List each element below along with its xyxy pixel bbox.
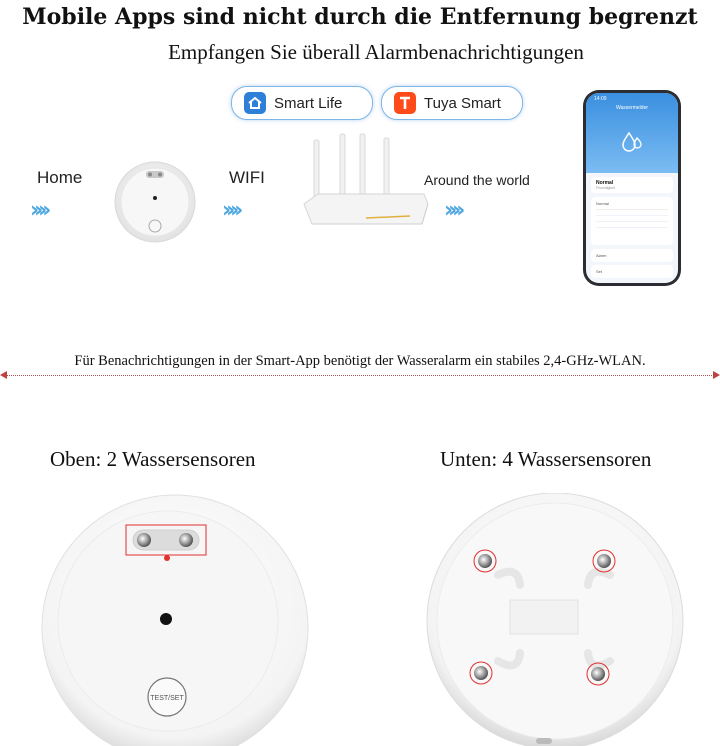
- sensor-bottom-view-image: [420, 493, 690, 746]
- app-header-area: [586, 93, 678, 173]
- arrow-chevrons-icon: ››››: [222, 198, 239, 223]
- sensor-top-view-image: [40, 493, 310, 746]
- smart-life-badge: [231, 86, 373, 120]
- status-card: [591, 177, 673, 193]
- history-item: Normal: [596, 201, 609, 206]
- tuya-t-icon: [394, 92, 416, 114]
- status-title: Normal: [596, 180, 614, 186]
- arrow-chevrons-icon: ››››: [30, 198, 47, 223]
- history-card: [591, 197, 673, 245]
- wifi-label: WIFI: [229, 168, 265, 187]
- menu-item[interactable]: Alarm: [591, 249, 673, 262]
- arrow-right-icon: [713, 371, 720, 379]
- top-view-caption: Oben: 2 Wassersensoren: [50, 447, 256, 471]
- smartphone-image: [583, 90, 681, 286]
- water-drop-icon: [620, 129, 644, 153]
- around-world-label: Around the world: [424, 172, 530, 188]
- page-title: Mobile Apps sind nicht durch die Entfernung begrenzt: [22, 4, 698, 30]
- divider-line: [6, 375, 714, 376]
- arrow-chevrons-icon: ››››: [444, 198, 461, 223]
- phone-time: 14:09: [594, 96, 607, 102]
- tuya-smart-label: Tuya Smart: [424, 94, 501, 112]
- water-sensor-small-image: [113, 160, 197, 244]
- home-label: Home: [37, 168, 83, 187]
- app-header-title: Wassermelder: [615, 105, 649, 111]
- bottom-view-caption: Unten: 4 Wassersensoren: [440, 447, 652, 471]
- smart-life-home-icon: [244, 92, 266, 114]
- test-set-button-label: TEST/SET: [150, 695, 184, 702]
- menu-item[interactable]: Set: [591, 265, 673, 278]
- arrow-left-icon: [0, 371, 7, 379]
- smart-life-label: Smart Life: [274, 94, 343, 112]
- tuya-smart-badge: [381, 86, 523, 120]
- wifi-notice: Für Benachrichtigungen in der Smart-App benötigt der Wasseralarm ein stabiles 2,4-GHz-WLAN.: [74, 353, 646, 369]
- status-subtitle: Feuchtigkeit: [596, 186, 615, 190]
- page-subtitle: Empfangen Sie überall Alarmbenachrichtigungen: [168, 40, 584, 64]
- wifi-router-image: [300, 130, 432, 242]
